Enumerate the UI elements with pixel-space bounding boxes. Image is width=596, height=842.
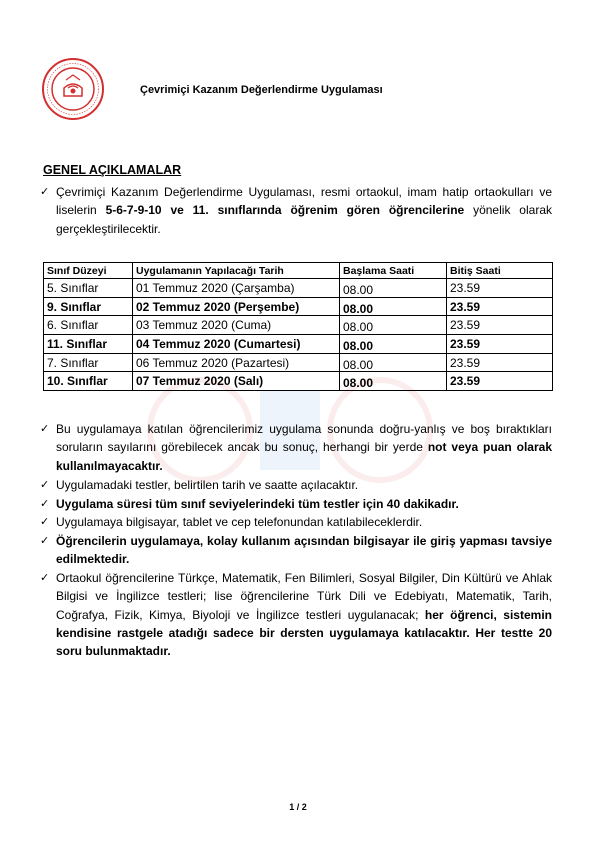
bullet-tests-open	[40, 476, 552, 494]
table-cell-date	[133, 297, 340, 316]
table-row	[44, 297, 553, 316]
table-cell-end	[447, 335, 553, 354]
cell-text: 9. Sınıflar	[47, 299, 102, 314]
table-cell-date	[133, 335, 340, 354]
table-cell-level	[44, 279, 133, 298]
cell-text: 01 Temmuz 2020 (Çarşamba)	[136, 280, 295, 295]
table-cell-level	[44, 353, 133, 372]
table-cell-end	[447, 316, 553, 335]
check-icon: ✓	[40, 423, 50, 435]
schedule-table	[43, 262, 553, 391]
bullet-results	[40, 420, 552, 475]
cell-text: 10. Sınıflar	[47, 374, 108, 389]
check-icon: ✓	[40, 516, 50, 528]
bullet-text: Uygulamadaki testler, belirtilen tarih ve saatte açılacaktır.	[56, 478, 359, 492]
bullet-text: Uygulamaya bilgisayar, tablet ve cep telefonundan katılabileceklerdir.	[56, 515, 423, 529]
cell-text: 23.59	[450, 374, 481, 389]
table-cell-level	[44, 372, 133, 391]
table-cell-end	[447, 372, 553, 391]
table-row	[44, 316, 553, 335]
cell-text: 08.00	[343, 320, 374, 335]
check-icon: ✓	[40, 535, 50, 547]
table-row	[44, 372, 553, 391]
intro-text: Çevrimiçi Kazanım Değerlendirme Uygulaması, resmi ortaokul, imam hatip ortaokulları ve liselerin	[56, 185, 552, 218]
header-cell: Sınıf Düzeyi	[44, 263, 133, 279]
bullet-bold: Uygulama süresi tüm sınıf seviyelerindeki tüm testler için 40 dakikadır.	[56, 497, 459, 511]
meb-logo	[42, 58, 104, 120]
table-cell-date	[133, 316, 340, 335]
page-number: 1 / 2	[289, 802, 307, 812]
cell-text: 02 Temmuz 2020 (Perşembe)	[136, 299, 300, 314]
check-icon: ✓	[40, 498, 50, 510]
table-row	[44, 353, 553, 372]
table-row	[44, 279, 553, 298]
header-cell: Bitiş Saati	[447, 263, 553, 279]
intro-paragraph	[40, 183, 552, 238]
bullet-recommendation	[40, 532, 552, 569]
bullet-devices	[40, 513, 552, 531]
table-cell-start	[340, 279, 447, 298]
check-icon: ✓	[40, 479, 50, 491]
bullet-text: Bu uygulamaya katılan öğrencilerimiz uygulama sonunda doğru-yanlış ve boş bıraktıkları soruların sayılarını görebilecek ancak bu sonuç, herhangi bir yerde	[56, 422, 552, 455]
intro-bold: 5-6-7-9-10 ve 11. sınıflarında öğrenim gören öğrencilerine	[105, 203, 465, 218]
cell-text: 11. Sınıflar	[47, 336, 108, 351]
table-row	[44, 335, 553, 354]
cell-text: 08.00	[343, 357, 374, 372]
cell-text: 5. Sınıflar	[47, 280, 99, 295]
table-cell-start	[340, 335, 447, 354]
cell-text: 06 Temmuz 2020 (Pazartesi)	[136, 355, 290, 370]
document-title: Çevrimiçi Kazanım Değerlendirme Uygulaması	[140, 84, 383, 96]
table-cell-end	[447, 297, 553, 316]
table-cell-start	[340, 316, 447, 335]
cell-text: 23.59	[450, 299, 481, 314]
cell-text: 7. Sınıflar	[47, 355, 99, 370]
cell-text: 6. Sınıflar	[47, 318, 99, 333]
bullet-bold: kolay kullanım açısından bilgisayar ile giriş yapması tavsiye edilmektedir.	[56, 534, 552, 567]
table-cell-end	[447, 279, 553, 298]
header-cell: Uygulamanın Yapılacağı Tarih	[133, 263, 340, 279]
bullet-bold: not veya puan olarak kullanılmayacaktır.	[56, 440, 552, 473]
section-heading: GENEL AÇIKLAMALAR	[43, 163, 182, 177]
cell-text: 04 Temmuz 2020 (Cumartesi)	[136, 336, 301, 351]
cell-text: 08.00	[343, 301, 374, 316]
table-cell-start	[340, 353, 447, 372]
table-cell-start	[340, 372, 447, 391]
cell-text: 08.00	[343, 376, 374, 391]
table-cell-date	[133, 372, 340, 391]
header-cell: Başlama Saati	[340, 263, 447, 279]
check-icon: ✓	[40, 186, 50, 198]
bullet-bold: Öğrencilerin uygulamaya,	[56, 534, 204, 548]
check-icon: ✓	[40, 572, 50, 584]
bullet-subjects	[40, 569, 552, 660]
cell-text: 23.59	[450, 355, 481, 370]
table-header-row	[44, 263, 553, 279]
intro-text-end: yönelik olarak gerçekleştirilecektir.	[56, 203, 552, 236]
table-cell-level	[44, 297, 133, 316]
table-cell-date	[133, 279, 340, 298]
bullet-duration	[40, 495, 552, 513]
cell-text: 03 Temmuz 2020 (Cuma)	[136, 318, 272, 333]
table-cell-level	[44, 316, 133, 335]
bullet-bold: her öğrenci, sistemin kendisine rastgele atadığı sadece bir dersten uygulamaya katılacaktır. Her testte 20 soru bulunmaktadır.	[56, 607, 552, 659]
table-cell-level	[44, 335, 133, 354]
cell-text: 08.00	[343, 282, 374, 297]
table-cell-start	[340, 297, 447, 316]
cell-text: 23.59	[450, 336, 481, 351]
cell-text: 23.59	[450, 318, 481, 333]
cell-text: 08.00	[343, 338, 374, 353]
table-cell-end	[447, 353, 553, 372]
cell-text: 07 Temmuz 2020 (Salı)	[136, 374, 264, 389]
table-cell-date	[133, 353, 340, 372]
cell-text: 23.59	[450, 280, 481, 295]
bullet-text: Ortaokul öğrencilerine Türkçe, Matematik, Fen Bilimleri, Sosyal Bilgiler, Din Kültürü ve Ahlak Bilgisi ve İngilizce testleri; lise öğrencilerine Türk Dili ve Edebiyatı, Matematik, Tarih, Coğrafya, Fizik, Kimya, Biyoloji ve İngilizce testleri uygulanacak;	[56, 571, 552, 622]
